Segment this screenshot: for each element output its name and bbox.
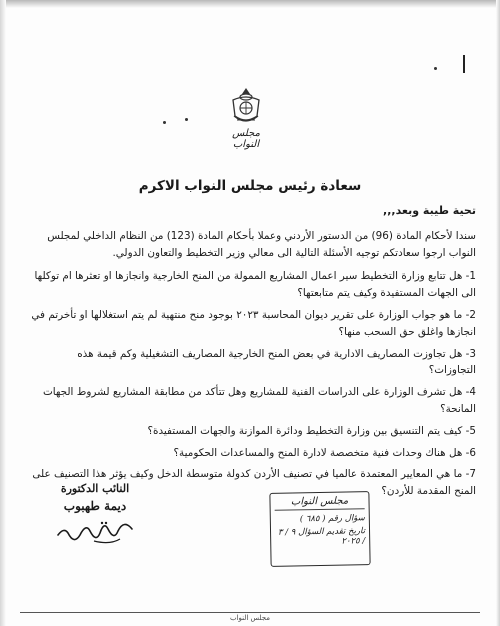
question-item: 3- هل تجاوزت المصاريف الادارية في بعض المنح الخارجية المصاريف التشغيلية وكم قيمة هذه التجاوزات؟	[77, 347, 476, 377]
signature-block	[40, 482, 150, 549]
signatory-name: ديمة طهبوب	[63, 499, 127, 513]
letter-title: سعادة رئيس مجلس النواب الاكرم	[138, 178, 362, 194]
scan-speck	[163, 121, 166, 124]
letter-body	[28, 203, 476, 505]
intro-paragraph: سندا لأحكام المادة (96) من الدستور الأردني وعملا بأحكام المادة (123) من النظام الداخلي لمجلس النواب ارجوا سعادتكم توجيه الأسئلة التالية الى معالي وزير التخطيط والتعاون الدولي.	[47, 229, 476, 259]
question-item: 2- ما هو جواب الوزارة على تقرير ديوان المحاسبة ٢٠٢٣ بوجود منح منتهية لم يتم استغلالها او تأخرتم في انجازها واغلق حق السحب منها؟	[31, 308, 476, 338]
jordan-coat-of-arms-icon	[228, 86, 264, 126]
signatory-title: النائب الدكتورة	[60, 482, 130, 495]
scan-speck	[434, 67, 437, 70]
scan-speck	[185, 118, 188, 121]
footer-rule	[20, 612, 480, 613]
question-item: 7- ما هي المعايير المعتمدة عالميا في تصنيف الأردن كدولة متوسطة الدخل وكيف يؤثر هذا التصنيف على المنح المقدمة للأردن؟	[32, 468, 476, 498]
scan-mark	[463, 55, 465, 73]
question-item: 1- هل تتابع وزارة التخطيط سير اعمال المشاريع الممولة من المنح الخارجية وانجازها او تعثرها ام توكلها الى الجهات المستفيدة وكيف يتم متابعتها؟	[34, 270, 476, 300]
question-item: 6- هل هناك وحدات فنية متخصصة لادارة المنح والمساعدات الحكومية؟	[173, 446, 476, 459]
handwritten-signature	[50, 515, 140, 549]
emblem-caption: مجلس النواب	[232, 128, 260, 150]
greeting: تحية طيبة وبعد,,,	[383, 204, 476, 217]
scan-edge-top	[0, 0, 500, 8]
stamp-number: سؤال رقم ( ٦٨٥ )	[299, 513, 365, 525]
footer-text: مجلس النواب	[229, 614, 271, 622]
stamp-date: تاريخ تقديم السؤال ٩ / ٣ / ٢٠٢٥	[277, 526, 366, 547]
scan-edge-left	[0, 0, 6, 626]
question-item: 5- كيف يتم التنسيق بين وزارة التخطيط ودائرة الموازنة والجهات المستفيدة؟	[147, 424, 476, 437]
question-item: 4- هل تشرف الوزارة على الدراسات الفنية للمشاريع وهل تتأكد من مطابقة المشاريع لشروط الجهات المانحة؟	[42, 386, 476, 415]
scan-edge-right	[496, 0, 500, 626]
received-stamp	[269, 491, 370, 567]
stamp-title: مجلس النواب	[274, 495, 364, 511]
